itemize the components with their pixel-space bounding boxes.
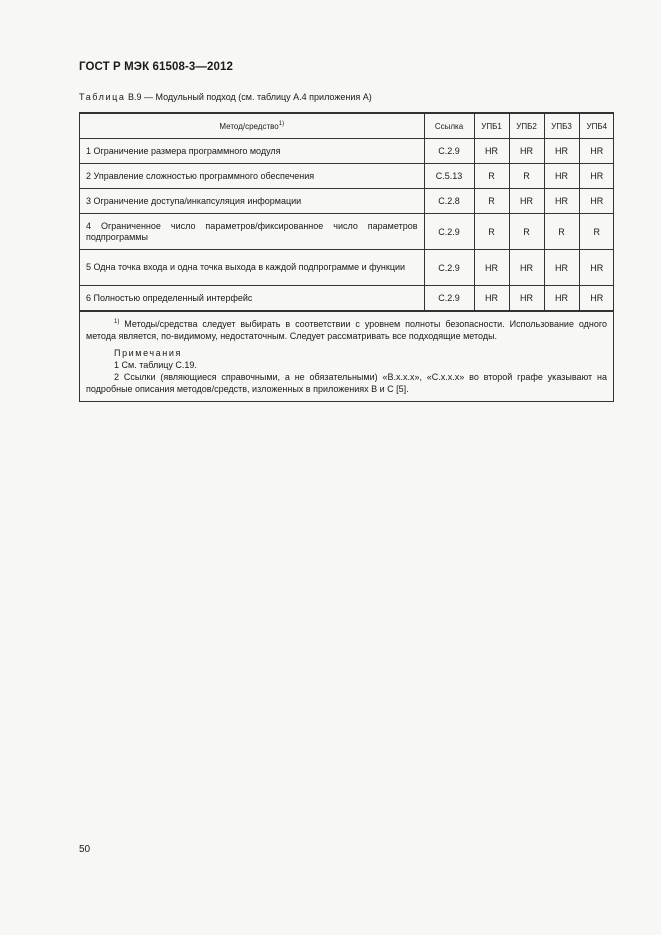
header-sil1: УПБ1 [474,114,509,139]
row-sil3: HR [544,139,579,164]
header-sil4: УПБ4 [579,114,614,139]
row-sil1: HR [474,286,509,311]
table-row [80,250,614,286]
row-sil3: HR [544,189,579,214]
table-notes [80,311,613,401]
table-header-row [80,114,614,139]
table-row [80,164,614,189]
row-sil1: R [474,164,509,189]
table-row [80,189,614,214]
row-ref: C.2.9 [424,139,474,164]
row-sil3: HR [544,286,579,311]
row-sil1: HR [474,250,509,286]
header-method-footnote-marker: 1) [278,120,285,127]
row-method: 1 Ограничение размера программного модуля [80,139,424,164]
note-item: 1 См. таблицу С.19. [114,360,197,370]
notes-title: Примечания [114,348,182,358]
page-number: 50 [79,844,91,855]
footnote-marker: 1) [114,319,120,325]
row-method: 6 Полностью определенный интерфейс [80,286,424,311]
row-sil1: R [474,214,509,250]
row-sil4: HR [579,189,614,214]
document-header: ГОСТ Р МЭК 61508-3—2012 [79,61,233,73]
header-ref: Ссылка [424,114,474,139]
row-method: 2 Управление сложностью программного обеспечения [80,164,424,189]
row-sil3: R [544,214,579,250]
table-caption-label: Таблица [79,92,126,102]
row-method: 5 Одна точка входа и одна точка выхода в каждой подпрограмме и функции [80,250,424,286]
modular-approach-table [79,112,614,402]
header-sil3: УПБ3 [544,114,579,139]
row-sil2: HR [509,139,544,164]
table-grid [80,114,614,311]
row-sil4: HR [579,250,614,286]
row-ref: C.2.8 [424,189,474,214]
table-caption [79,92,372,102]
footnote [86,318,607,342]
row-sil1: HR [474,139,509,164]
row-sil2: R [509,164,544,189]
header-sil2: УПБ2 [509,114,544,139]
row-sil4: HR [579,164,614,189]
row-ref: C.5.13 [424,164,474,189]
row-method: 3 Ограничение доступа/инкапсуляция информации [80,189,424,214]
table-row [80,286,614,311]
note-item: 2 Ссылки (являющиеся справочными, а не обязательными) «В.х.х.х», «С.х.х.х» во второй графе указывают на подробные описания методов/средств, изложенных в приложениях В и С [5]. [86,372,607,394]
row-sil2: R [509,214,544,250]
footnote-text: Методы/средства следует выбирать в соответствии с уровнем полноты безопасности. Использование одного метода является, по-видимому, недостаточным. Следует рассматривать все подходящие методы. [86,319,607,341]
row-ref: C.2.9 [424,214,474,250]
row-method: 4 Ограниченное число параметров/фиксированное число параметров подпрограммы [80,214,424,250]
row-ref: C.2.9 [424,286,474,311]
row-sil2: HR [509,189,544,214]
header-method [80,114,424,139]
table-row [80,214,614,250]
row-sil4: HR [579,139,614,164]
row-ref: C.2.9 [424,250,474,286]
row-sil2: HR [509,250,544,286]
header-method-label: Метод/средство [219,121,279,131]
table-caption-text: В.9 — Модульный подход (см. таблицу А.4 приложения А) [125,92,372,102]
row-sil2: HR [509,286,544,311]
row-sil4: R [579,214,614,250]
row-sil4: HR [579,286,614,311]
row-sil3: HR [544,164,579,189]
row-sil3: HR [544,250,579,286]
table-row [80,139,614,164]
row-sil1: R [474,189,509,214]
